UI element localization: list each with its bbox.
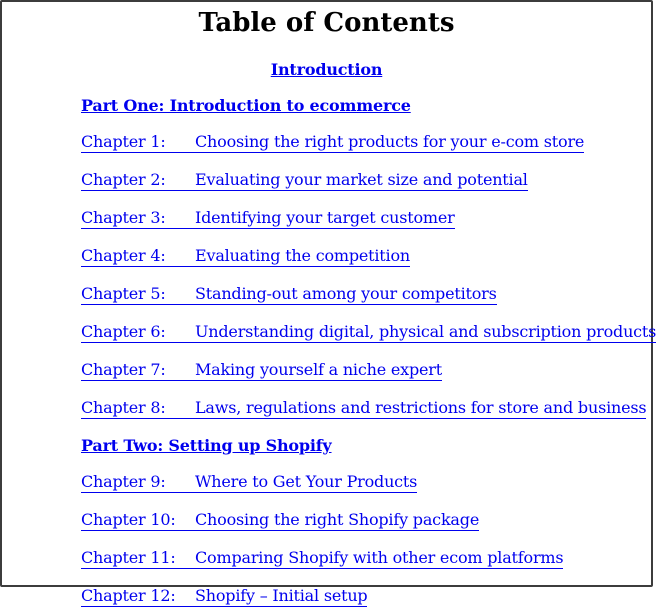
chapter-number: Chapter 6: [81,322,166,341]
chapter-title: Making yourself a niche expert [195,360,442,379]
toc-part-link[interactable]: Part Two: Setting up Shopify [81,436,332,455]
toc-chapter-link[interactable] [81,549,563,569]
chapter-title: Choosing the right products for your e-com store [195,132,585,151]
chapter-number: Chapter 2: [81,170,166,189]
chapter-title: Evaluating your market size and potential [195,170,528,189]
toc-row [81,97,651,115]
toc-row [81,361,651,381]
toc-row [81,473,651,493]
chapter-title: Where to Get Your Products [195,472,418,491]
toc-chapter-link[interactable] [81,171,528,191]
toc-row [81,322,656,343]
chapter-number: Chapter 5: [81,284,166,303]
toc-row [81,285,651,305]
toc-chapter-link[interactable] [81,247,410,267]
toc-entries [2,60,656,607]
toc-chapter-link[interactable] [81,285,497,305]
chapter-number: Chapter 12: [81,586,176,605]
chapter-title: Standing-out among your competitors [195,284,497,303]
toc-row [81,133,651,153]
toc-row [81,587,651,607]
toc-row [81,511,651,531]
toc-row [81,399,651,419]
chapter-number: Chapter 9: [81,472,166,491]
chapter-title: Shopify – Initial setup [195,586,368,605]
chapter-title: Identifying your target customer [195,208,455,227]
toc-chapter-link[interactable] [81,361,442,381]
toc-chapter-link[interactable] [81,587,367,607]
toc-row [81,247,651,267]
chapter-number: Chapter 3: [81,208,166,227]
chapter-title: Comparing Shopify with other ecom platforms [195,548,564,567]
chapter-title: Laws, regulations and restrictions for store and business [195,398,647,417]
page-title: Table of Contents [198,8,455,38]
toc-row [81,437,651,455]
toc-chapter-link[interactable] [81,473,417,493]
toc-chapter-link[interactable] [81,399,646,419]
toc-row [81,171,651,191]
toc-chapter-link[interactable] [81,209,455,229]
toc-part-link[interactable]: Part One: Introduction to ecommerce [81,96,411,115]
chapter-number: Chapter 4: [81,246,166,265]
toc-chapter-link[interactable] [81,323,656,343]
toc-chapter-link[interactable] [81,511,479,531]
chapter-title: Understanding digital, physical and subscription products [195,322,656,341]
table-of-contents [2,60,656,607]
toc-row [81,209,651,229]
chapter-number: Chapter 11: [81,548,176,567]
chapter-number: Chapter 10: [81,510,176,529]
toc-intro-link[interactable]: Introduction [270,60,383,79]
toc-row [81,549,651,569]
chapter-title: Evaluating the competition [195,246,410,265]
chapter-title: Choosing the right Shopify package [195,510,480,529]
chapter-number: Chapter 7: [81,360,166,379]
toc-chapter-link[interactable] [81,133,584,153]
chapter-number: Chapter 1: [81,132,166,151]
chapter-number: Chapter 8: [81,398,166,417]
toc-row [2,61,651,79]
